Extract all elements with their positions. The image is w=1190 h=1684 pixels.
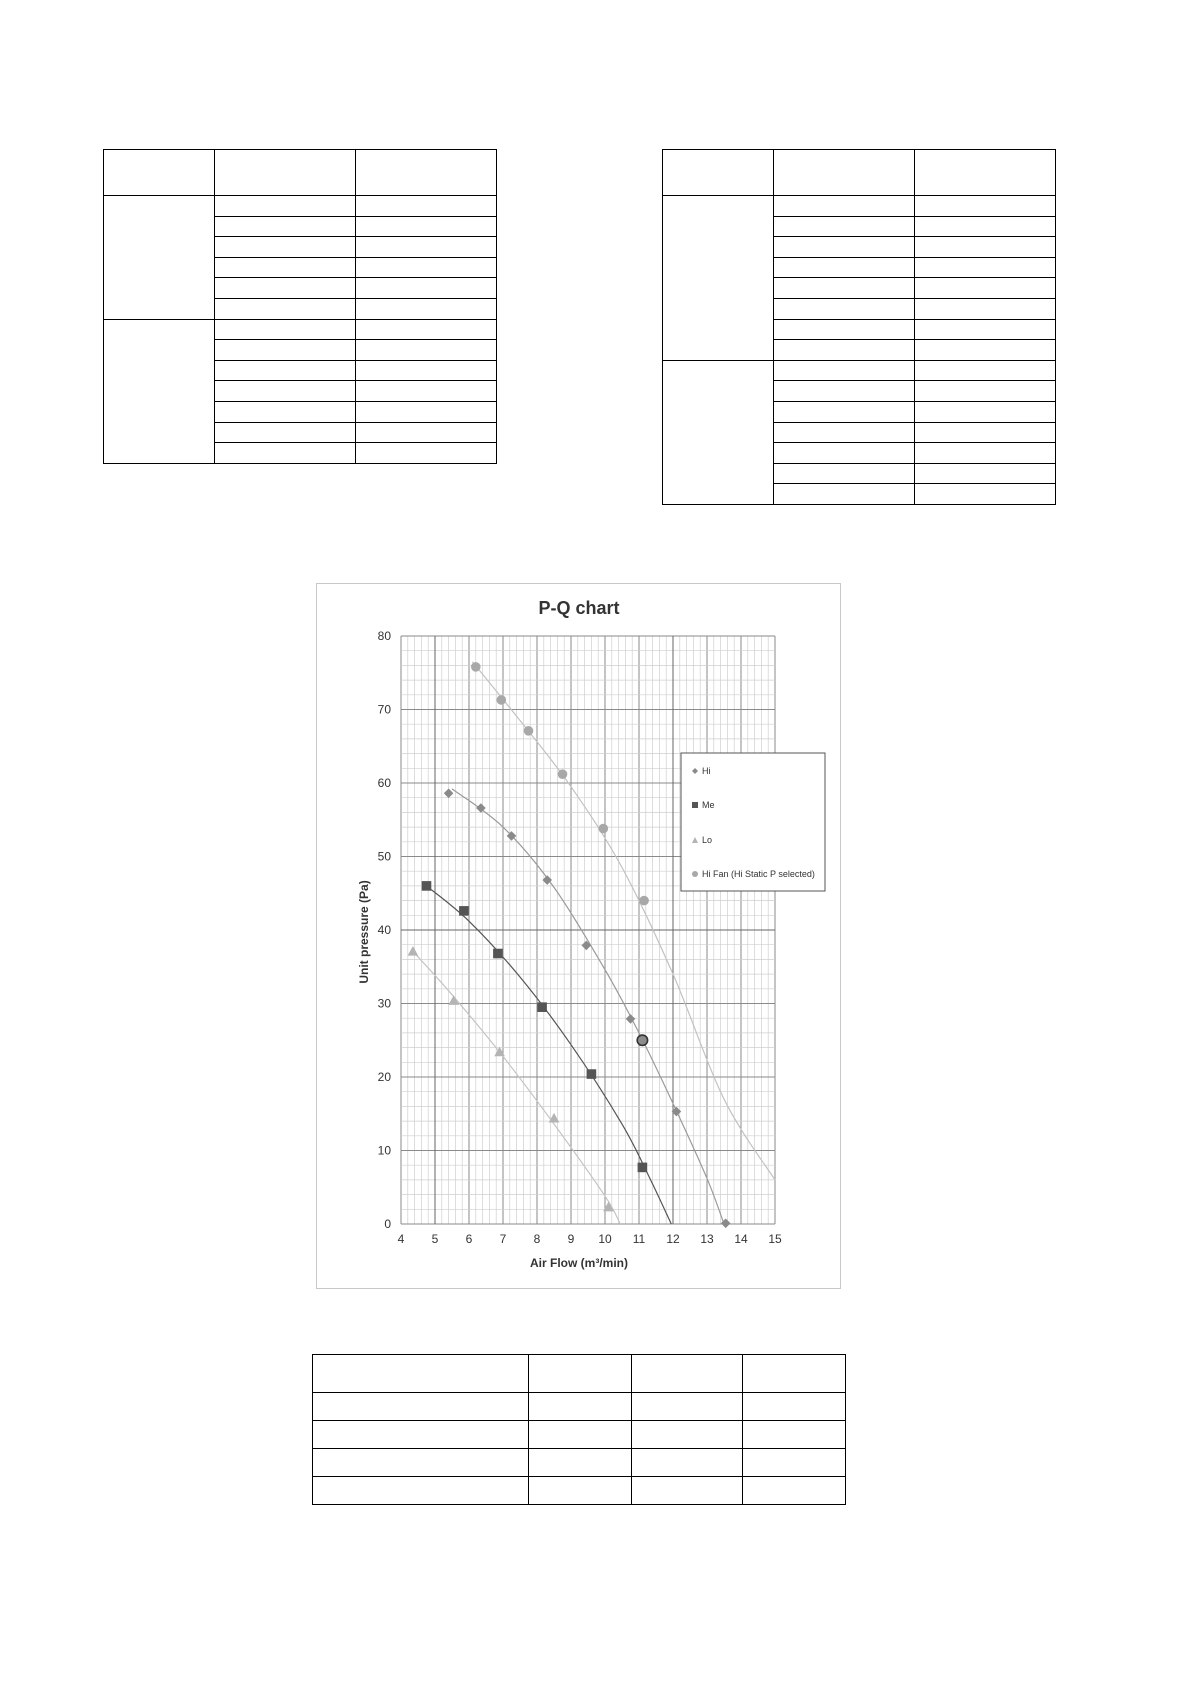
y-tick-label: 50	[377, 849, 391, 864]
data-point-lo	[448, 995, 459, 1005]
data-point-hi	[582, 941, 592, 951]
table-row	[313, 1477, 846, 1505]
y-tick-label: 30	[377, 996, 391, 1011]
table-left	[103, 149, 497, 464]
table-header-row	[663, 150, 1056, 196]
data-point-hi-fan	[599, 824, 609, 834]
table-cell	[774, 463, 915, 484]
table-cell	[529, 1449, 632, 1477]
table-cell	[215, 360, 356, 381]
y-tick-label: 80	[377, 629, 391, 643]
table-cell	[356, 401, 497, 422]
table-cell	[915, 484, 1056, 505]
data-point-lo	[408, 946, 419, 956]
table-cell	[529, 1477, 632, 1505]
legend-label: Hi Fan (Hi Static P selected)	[702, 869, 815, 879]
x-tick-label: 11	[632, 1232, 646, 1246]
table-cell	[774, 422, 915, 443]
x-tick-label: 12	[666, 1232, 680, 1246]
trend-line-me	[427, 886, 672, 1224]
table-group-cell	[663, 360, 774, 504]
x-axis-ticks	[398, 1232, 782, 1246]
y-tick-label: 20	[377, 1070, 391, 1084]
x-tick-label: 6	[465, 1232, 473, 1246]
y-tick-label: 70	[377, 702, 391, 717]
table-group-cell	[104, 319, 215, 463]
table-cell	[774, 401, 915, 422]
table-cell	[529, 1421, 632, 1449]
table-cell	[915, 401, 1056, 422]
table-cell	[356, 360, 497, 381]
data-point-me	[638, 1163, 648, 1173]
table-cell	[632, 1421, 743, 1449]
table-cell	[356, 216, 497, 237]
table-cell	[632, 1477, 743, 1505]
data-point-me	[493, 949, 503, 959]
table-cell	[915, 381, 1056, 402]
table-cell	[743, 1449, 846, 1477]
table-group-cell	[663, 196, 774, 361]
table-cell	[915, 216, 1056, 237]
table-cell	[632, 1449, 743, 1477]
table-cell	[313, 1477, 529, 1505]
table-bottom	[312, 1354, 846, 1505]
data-point-me	[587, 1069, 597, 1079]
table-row	[663, 360, 1056, 381]
data-markers	[408, 662, 731, 1228]
table-cell	[215, 196, 356, 217]
table-cell	[215, 216, 356, 237]
table-cell	[915, 340, 1056, 361]
table-cell	[774, 381, 915, 402]
y-tick-label: 40	[377, 923, 391, 937]
table-cell	[774, 319, 915, 340]
table-header-cell	[915, 150, 1056, 196]
table-cell	[774, 484, 915, 505]
table-cell	[313, 1421, 529, 1449]
table-cell	[915, 443, 1056, 464]
x-tick-label: 5	[431, 1232, 439, 1246]
table-cell	[774, 298, 915, 319]
table-header-cell	[663, 150, 774, 196]
table-cell	[356, 237, 497, 258]
x-axis-title: Air Flow (m³/min)	[530, 1256, 628, 1270]
x-tick-label: 8	[533, 1232, 541, 1246]
table-cell	[774, 360, 915, 381]
x-tick-label: 4	[397, 1232, 405, 1246]
table-row	[104, 319, 497, 340]
table-cell	[356, 443, 497, 464]
y-tick-label: 10	[377, 1143, 391, 1158]
y-axis-ticks	[378, 629, 392, 1231]
table-cell	[774, 443, 915, 464]
table-cell	[743, 1477, 846, 1505]
table-cell	[774, 216, 915, 237]
table-cell	[215, 381, 356, 402]
x-tick-label: 9	[567, 1232, 575, 1246]
data-point-hi-fan	[497, 695, 507, 705]
data-point-hi	[444, 788, 454, 798]
grid	[401, 636, 775, 1224]
table-cell	[915, 319, 1056, 340]
x-tick-label: 13	[700, 1232, 714, 1246]
table-cell	[632, 1393, 743, 1421]
table-header-cell	[743, 1355, 846, 1393]
table-group-cell	[104, 196, 215, 320]
data-point-hi-fan	[558, 769, 568, 779]
table-header-cell	[356, 150, 497, 196]
x-tick-label: 15	[768, 1232, 782, 1246]
table-row	[104, 196, 497, 217]
table-cell	[313, 1449, 529, 1477]
table-header-cell	[215, 150, 356, 196]
highlighted-point	[637, 1035, 647, 1045]
legend	[681, 753, 825, 891]
table-cell	[356, 381, 497, 402]
data-point-hi-fan	[471, 662, 481, 672]
table-header-cell	[104, 150, 215, 196]
table-cell	[915, 298, 1056, 319]
table-header-cell	[774, 150, 915, 196]
table-cell	[529, 1393, 632, 1421]
data-point-hi-fan	[524, 726, 534, 736]
table-cell	[356, 278, 497, 299]
y-tick-label: 0	[384, 1217, 391, 1231]
data-point-hi-fan	[639, 896, 649, 906]
table-cell	[915, 257, 1056, 278]
table-cell	[215, 340, 356, 361]
table-cell	[356, 298, 497, 319]
chart-svg	[317, 584, 840, 1288]
legend-marker	[692, 871, 698, 877]
table-cell	[313, 1393, 529, 1421]
table-cell	[356, 319, 497, 340]
table-cell	[215, 298, 356, 319]
table-header-cell	[529, 1355, 632, 1393]
table-cell	[215, 443, 356, 464]
table-cell	[356, 257, 497, 278]
table-header-row	[313, 1355, 846, 1393]
x-tick-label: 10	[598, 1232, 612, 1246]
table-cell	[774, 278, 915, 299]
chart-title: P-Q chart	[538, 598, 620, 618]
legend-label: Hi	[702, 766, 711, 776]
legend-marker	[692, 802, 698, 808]
data-point-me	[422, 881, 432, 891]
table-cell	[915, 463, 1056, 484]
table-cell	[215, 401, 356, 422]
table-cell	[356, 422, 497, 443]
table-cell	[915, 360, 1056, 381]
y-axis-title: Unit pressure (Pa)	[357, 880, 371, 984]
data-point-me	[537, 1002, 547, 1012]
table-cell	[215, 237, 356, 258]
table-cell	[774, 257, 915, 278]
trend-line-hi-fan	[472, 662, 775, 1180]
legend-label: Lo	[702, 835, 713, 845]
data-point-me	[459, 906, 469, 916]
y-tick-label: 60	[377, 776, 391, 790]
table-cell	[743, 1421, 846, 1449]
table-row	[313, 1449, 846, 1477]
table-cell	[915, 237, 1056, 258]
table-cell	[743, 1393, 846, 1421]
table-cell	[356, 196, 497, 217]
table-cell	[774, 196, 915, 217]
legend-entry-hi-fan	[692, 869, 815, 879]
table-cell	[215, 319, 356, 340]
table-cell	[215, 422, 356, 443]
table-row	[313, 1393, 846, 1421]
table-cell	[915, 278, 1056, 299]
table-header-row	[104, 150, 497, 196]
table-right	[662, 149, 1056, 505]
table-cell	[774, 340, 915, 361]
table-cell	[215, 278, 356, 299]
table-cell	[915, 422, 1056, 443]
x-tick-label: 7	[499, 1232, 507, 1246]
legend-label: Me	[702, 800, 715, 810]
x-tick-label: 14	[734, 1232, 748, 1246]
table-cell	[774, 237, 915, 258]
table-header-cell	[313, 1355, 529, 1393]
table-cell	[356, 340, 497, 361]
table-header-cell	[632, 1355, 743, 1393]
table-row	[313, 1421, 846, 1449]
table-cell	[915, 196, 1056, 217]
table-row	[663, 196, 1056, 217]
pq-chart	[316, 583, 841, 1289]
table-cell	[215, 257, 356, 278]
